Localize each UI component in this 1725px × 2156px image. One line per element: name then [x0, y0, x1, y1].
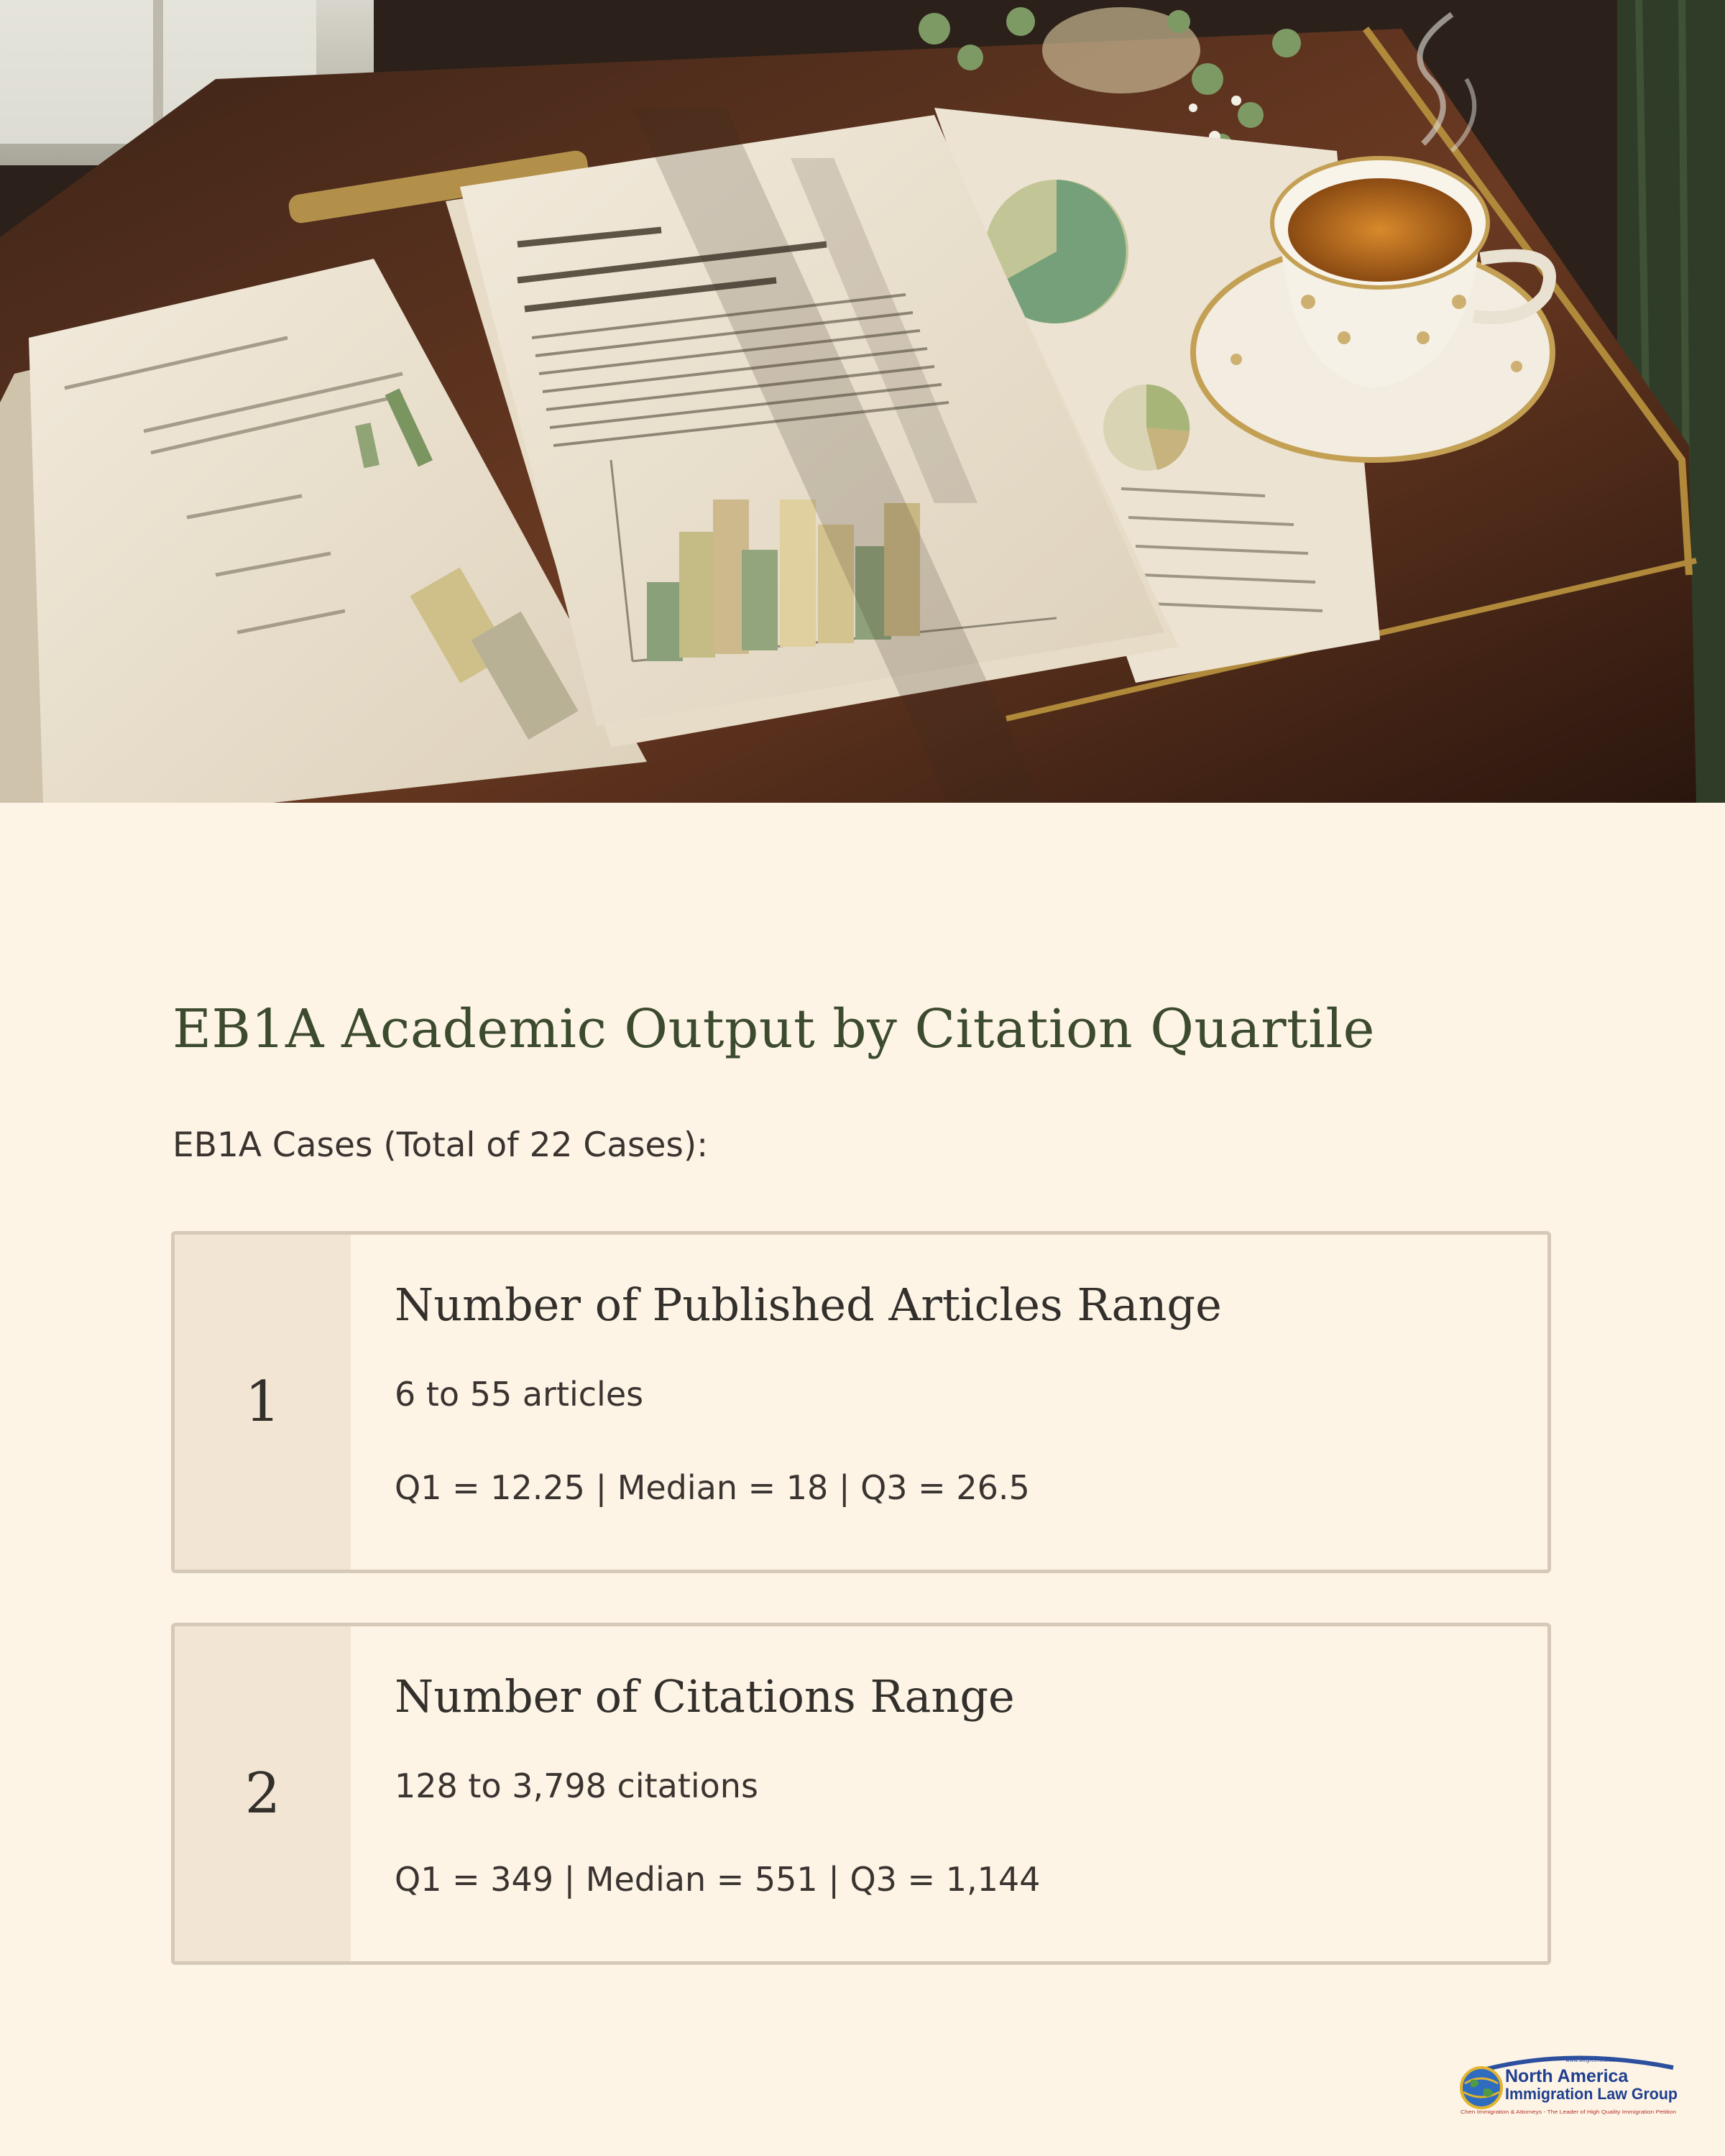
stat-card-citations — [171, 1623, 1551, 1965]
page-title: EB1A Academic Output by Citation Quartile — [172, 998, 1375, 1060]
hero-illustration — [0, 0, 1725, 803]
card-quartile-stats: Q1 = 349 | Median = 551 | Q3 = 1,144 — [395, 1860, 1041, 1899]
card-title: Number of Published Articles Range — [395, 1279, 1222, 1331]
card-range: 128 to 3,798 citations — [395, 1766, 758, 1805]
stat-card-articles — [171, 1231, 1551, 1573]
page-subtitle: EB1A Cases (Total of 22 Cases): — [172, 1125, 709, 1165]
card-title: Number of Citations Range — [395, 1670, 1015, 1723]
logo-url: www.wegreened.com — [1565, 2058, 1619, 2063]
card-range: 6 to 55 articles — [395, 1375, 644, 1414]
company-logo — [1458, 2052, 1680, 2120]
card-number: 1 — [244, 1370, 281, 1434]
card-quartile-stats: Q1 = 12.25 | Median = 18 | Q3 = 26.5 — [395, 1468, 1030, 1507]
card-number: 2 — [244, 1761, 281, 1826]
logo-tagline: Chen Immigration & Attorneys - The Leader of High Quality Immigration Petition — [1460, 2109, 1676, 2115]
logo-line-1: North America — [1505, 2066, 1629, 2086]
card-number-column — [175, 1235, 351, 1570]
card-number-column — [175, 1626, 351, 1961]
logo-line-2: Immigration Law Group — [1505, 2085, 1678, 2103]
